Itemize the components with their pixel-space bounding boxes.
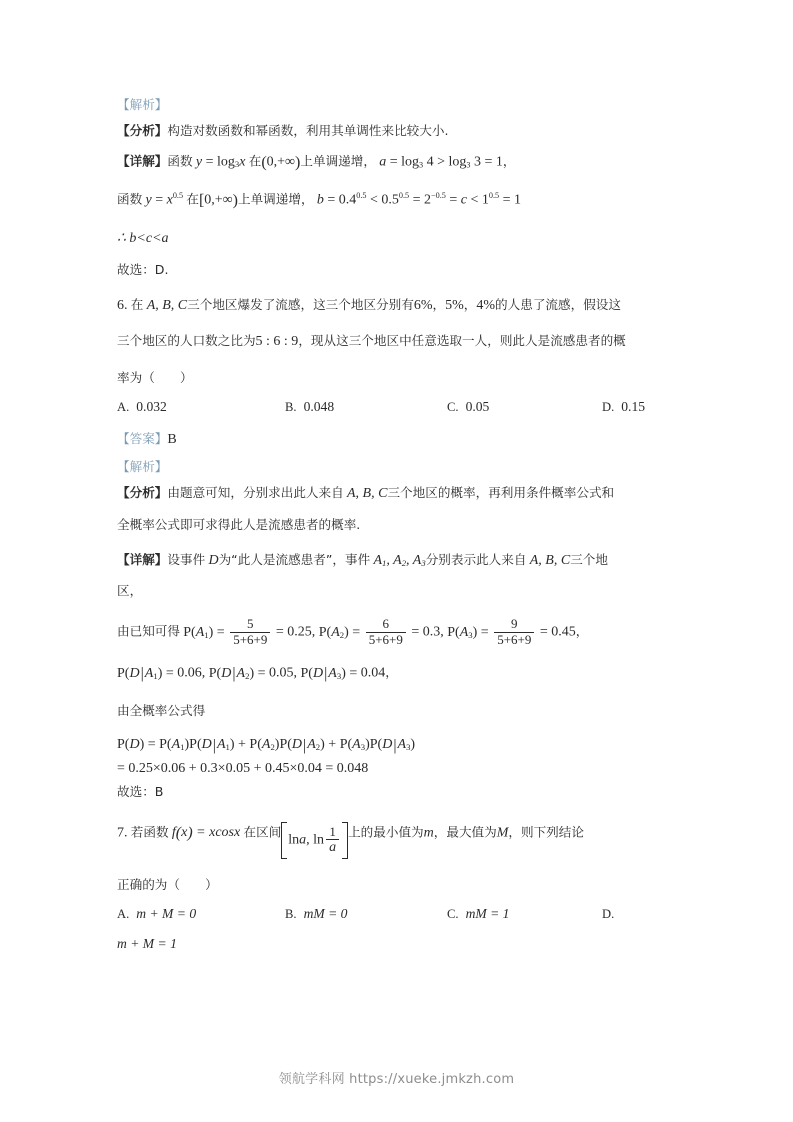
q7-l2: 正确的为（ ） (117, 876, 218, 892)
q6-cond1: 0.06 (177, 666, 202, 682)
q6-final-answer-text: 故选：B (117, 783, 164, 799)
q7-min-sym: m (423, 825, 434, 841)
q6-fenxi-regions: A, B, C (346, 485, 388, 501)
q5-a-base: 3 (419, 159, 424, 169)
q7-option-d-wrapped[interactable] (117, 935, 679, 953)
q6-c2: ， (463, 296, 477, 312)
q6-pa3-lhs: $P(A_3)$ = (447, 624, 493, 640)
q6-answer-line (117, 430, 679, 450)
q6-cond-sep2: , (293, 666, 301, 682)
q6-pa3-eq: = (536, 624, 552, 640)
q5-l2-y: y (145, 192, 152, 208)
jiexi-label: 【解析】 (117, 97, 168, 112)
q5-interval-close: ) (295, 153, 301, 171)
q6-xj-l2: 区， (117, 583, 143, 599)
q5-l2-pre: 函数 (117, 191, 143, 207)
q5-b-arg: 3 = 1 (470, 154, 503, 170)
q5-eq3: = (445, 192, 461, 208)
q7-interval: lna, ln $\frac{1}{a}$ (281, 825, 348, 856)
q6-cond-comma: ， (385, 665, 398, 681)
q6-known-prefix: 由已知可得 (117, 623, 180, 639)
q5-eq2: = 2 (409, 192, 431, 208)
q6-final-answer (117, 783, 679, 801)
q5-b-exp: 0.5 (356, 191, 367, 201)
q5-a: a (379, 154, 387, 170)
q6-sep2: , (440, 624, 448, 640)
q6-pa1-num: 5 (247, 616, 254, 632)
q6-pa2-val: 0.3 (422, 624, 441, 640)
q7-option-d[interactable] (602, 906, 621, 922)
q7-option-b-label: B. (285, 906, 297, 921)
q6-pa3-den: 5+6+9 (494, 632, 534, 648)
q5-eq-y: y (195, 154, 203, 170)
q6-pa2-den: 5+6+9 (366, 632, 406, 648)
q5-log-base: 3 (234, 159, 240, 170)
q6-pa3-num: 9 (511, 616, 518, 632)
xiangjie-label-2: 【详解】 (117, 551, 168, 567)
q6-event-d: D (208, 552, 219, 568)
q5-comma-1: ， (502, 153, 516, 169)
q6-fenxi-line2 (117, 516, 679, 534)
q6-options-row (117, 399, 679, 418)
q6-cond3: 0.04 (360, 666, 386, 682)
fenxi-label-2: 【分析】 (117, 484, 168, 500)
daan-label: 【答案】 (117, 431, 168, 447)
document-content (117, 96, 679, 965)
q6-total-eq-line2 (117, 761, 679, 777)
q6-pa2-lhs: $P(A_2)$ = (318, 624, 364, 640)
q7-pre: 若函数 (130, 824, 169, 840)
q6-t1: 在 (130, 296, 144, 312)
q5-l2-exp: 0.5 (172, 191, 184, 201)
q6-l2-pre: 三个地区的人口数之比为 (117, 333, 256, 349)
q6-option-c-label: C. (447, 400, 459, 415)
q6-option-b[interactable] (285, 399, 334, 415)
q7-option-b-value: mM = 0 (303, 905, 348, 921)
q7-option-c[interactable] (447, 906, 509, 922)
q5-a-arg: 4 (423, 154, 438, 170)
jiexi-label-2: 【解析】 (117, 459, 168, 474)
q6-fenxi-line1 (117, 484, 679, 504)
q6-fenxi-l2: 全概率公式即可求得此人是流感患者的概率. (117, 516, 361, 532)
q5-one-exp: 0.5 (488, 191, 500, 201)
q6-xj-regions: A, B, C (529, 552, 571, 568)
q5-c-exp: 0.5 (398, 191, 410, 201)
q5-interval-zero: 0, (266, 154, 278, 170)
q6-cond-sep1: , (201, 666, 209, 682)
q6-xiangjie-line1 (117, 551, 679, 571)
q6-option-d-value: 0.15 (621, 399, 646, 415)
q6-l3: 率为（ ） (117, 370, 193, 386)
q6-cond3-lhs: $P(D|A_3)$ = (300, 665, 361, 683)
q6-xiangjie-line2 (117, 582, 679, 600)
q6-te1: $P(D) = P(A_1)P(D|A_1) + P(A_2)P(D|A_2) + P(A_3)P(D|A_3)$ (117, 736, 416, 754)
q6-number: 6. (117, 297, 128, 313)
q5-xiangjie-line2 (117, 190, 679, 212)
q6-fenxi-a: 由题意可知，分别求出此人来自 (167, 484, 344, 500)
q6-xj-d: 三个地 (570, 551, 608, 567)
q6-total-label-text: 由全概率公式得 (117, 702, 206, 718)
q7-post1: 上的最小值为 (348, 824, 424, 840)
q6-pa1-den: 5+6+9 (230, 632, 270, 648)
q6-pa1-val: 0.25 (287, 624, 312, 640)
q7-interval-num: 1 (329, 823, 336, 839)
q6-pa3-val: 0.45 (551, 624, 576, 640)
q5-l2-x: x (166, 192, 173, 208)
q5-eq-equals: = log (202, 154, 235, 170)
q5-b: b (316, 192, 324, 208)
q6-ratio: 5 : 6 : 9 (255, 334, 299, 350)
q7-interval-fraction (326, 825, 339, 856)
q6-pa2-eq: = (407, 624, 423, 640)
q6-pa1-fraction (230, 617, 270, 647)
q5-two-exp: −0.5 (431, 191, 446, 201)
q6-pa2-fraction (366, 617, 406, 647)
q5-gt: > log (437, 154, 467, 170)
q6-pct3: 4% (476, 297, 496, 313)
q7-stem-line1 (117, 823, 679, 856)
q6-xj-b: 为“此人是流感患者”，事件 (218, 551, 371, 567)
q7-option-c-value: mM = 1 (465, 905, 510, 921)
q5-mono-2: 上单调递增， (237, 191, 314, 207)
q5-mono-1: 上单调递增， (300, 153, 376, 169)
q5-interval-inf: +∞ (277, 154, 296, 170)
q5-b-eq: = 0.4 (323, 192, 357, 208)
q6-xj-a: 设事件 (167, 551, 206, 567)
q6-cond2: 0.05 (269, 666, 294, 682)
q7-post3: ，则下列结论 (508, 824, 584, 840)
q5-xiangjie-line1 (117, 152, 679, 174)
q5-xj-pre: 函数 (167, 153, 193, 169)
q5-fenxi-text: 构造对数函数和幂函数，利用其单调性来比较大小. (167, 122, 449, 138)
footer-watermark (0, 1068, 793, 1087)
q7-post2: ，最大值为 (433, 824, 497, 840)
q5-interval2-close: ) (232, 192, 238, 210)
q6-xj-c: 分别表示此人来自 (425, 551, 527, 567)
q7-function: f(x) = xcosx (171, 824, 241, 842)
q5-b-base: 3 (466, 159, 471, 169)
q7-options-row (117, 906, 679, 925)
q6-known-probs (117, 617, 679, 647)
q5-answer (117, 261, 679, 279)
q7-number: 7. (117, 825, 128, 841)
q5-lt2: < 1 (466, 192, 489, 208)
q7-interval-den: a (326, 839, 339, 856)
q6-option-c-value: 0.05 (465, 399, 490, 415)
q6-events-a: $A_1$, $A_2$, $A_3$ (373, 552, 426, 568)
q6-pa2-num: 6 (382, 616, 390, 632)
q6-pct1: 6% (413, 297, 433, 313)
q6-pct2: 5% (445, 297, 464, 313)
q7-option-a[interactable] (117, 906, 196, 922)
q5-eq4: = 1 (499, 192, 521, 208)
q6-option-a-value: 0.032 (136, 399, 167, 415)
footer-site-name: 领航学科网 (278, 1072, 345, 1087)
q6-option-b-value: 0.048 (303, 399, 335, 415)
q5-interval-open: ( (261, 153, 267, 171)
q6-te2: = 0.25×0.06 + 0.3×0.05 + 0.45×0.04 = 0.048 (117, 760, 369, 776)
q6-option-b-label: B. (285, 400, 297, 415)
q7-option-c-label: C. (447, 906, 459, 921)
q5-zai-1: 在 (248, 153, 262, 169)
q7-option-b[interactable] (285, 906, 347, 922)
q7-stem-line2 (117, 876, 679, 894)
q6-option-c[interactable] (447, 399, 489, 415)
q6-t3: 的人患了流感，假设这 (495, 296, 621, 312)
q7-option-d-label: D. (602, 906, 615, 921)
q6-option-d[interactable] (602, 399, 645, 415)
q6-sep1: , (311, 624, 319, 640)
q6-option-a-label: A. (117, 400, 130, 415)
q6-total-eq-line1 (117, 737, 679, 755)
q6-option-a[interactable] (117, 399, 167, 415)
q6-stem-line1 (117, 296, 679, 316)
q5-l2-eq: = (151, 192, 167, 208)
q6-answer-value: B (167, 432, 177, 448)
q6-l2-post: ，现从这三个地区中任意选取一人，则此人是流感患者的概 (298, 333, 626, 349)
q5-eq-x: x (239, 154, 246, 170)
q7-option-a-value: m + M = 0 (136, 905, 197, 921)
q5-interval2-zero: 0, (204, 192, 215, 208)
q6-total-prob-label (117, 702, 679, 720)
q6-cond2-lhs: $P(D|A_2)$ = (208, 665, 269, 683)
q7-max-sym: M (496, 825, 509, 841)
q5-conclusion (117, 229, 679, 249)
q5-fenxi-line (117, 122, 679, 140)
q6-c1: ， (432, 296, 446, 312)
q6-regions: A, B, C (146, 297, 188, 313)
q6-option-d-label: D. (602, 400, 615, 415)
q5-lt1: < 0.5 (366, 192, 399, 208)
footer-url: https://xueke.jmkzh.com (349, 1072, 515, 1087)
q5-zai-2: 在 (186, 191, 199, 207)
q6-stem-line3 (117, 369, 679, 387)
q5-interval2-inf: +∞ (214, 192, 233, 208)
q5-conclusion-text: ∴ b<c<a (117, 230, 169, 246)
q6-comma-end: ， (575, 623, 589, 639)
q5-a-eq: = log (386, 154, 420, 170)
q5-answer-text: 故选：D. (117, 261, 169, 277)
q6-jiexi-marker (117, 458, 679, 476)
q7-option-d-wrapped-value: m + M = 1 (117, 935, 177, 951)
q7-mid: 在区间 (243, 824, 282, 840)
q5-interval2-open: [ (198, 192, 205, 210)
q6-cond1-lhs: $P(D|A_1)$ = (117, 665, 178, 683)
q6-pa1-eq: = (272, 624, 288, 640)
q6-fenxi-b: 三个地区的概率，再利用条件概率公式和 (387, 484, 615, 500)
q6-stem-line2 (117, 332, 679, 352)
q6-t2: 三个地区爆发了流感，这三个地区分别有 (187, 296, 414, 312)
xiangjie-label: 【详解】 (117, 153, 168, 169)
q6-conditional-probs (117, 663, 679, 685)
q5-c: c (460, 192, 467, 208)
q6-pa3-fraction (494, 617, 534, 647)
q7-option-a-label: A. (117, 906, 130, 921)
q5-jiexi-marker (117, 96, 679, 114)
q6-pa1-lhs: $P(A_1)$ = (183, 624, 229, 640)
fenxi-label: 【分析】 (117, 122, 168, 138)
